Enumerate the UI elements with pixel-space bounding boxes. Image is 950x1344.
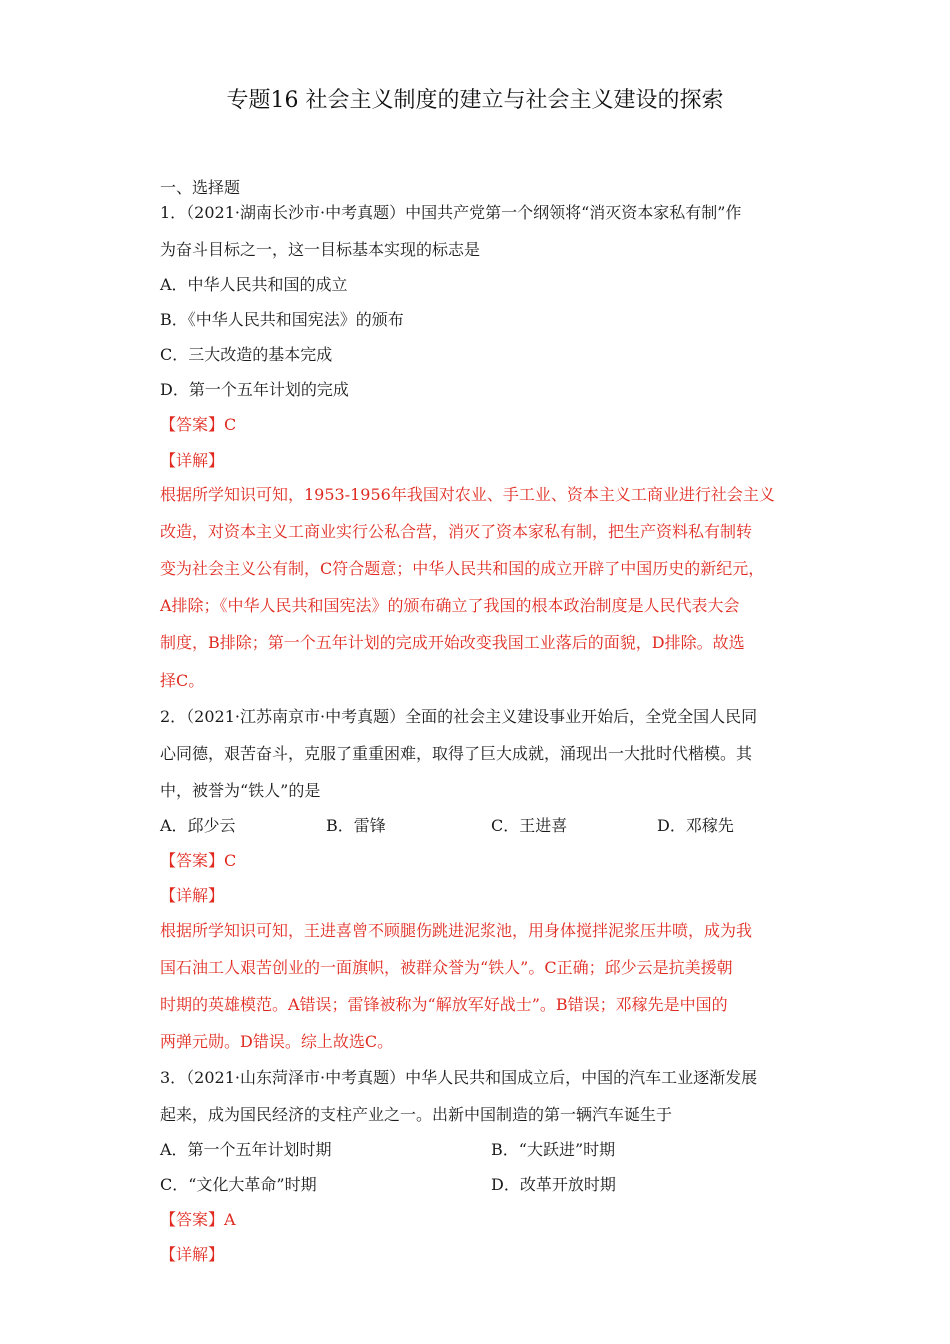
question-2-stem-line: 心同德，艰苦奋斗，克服了重重困难，取得了巨大成就，涌现出一大批时代楷模。其	[160, 744, 753, 763]
question-2-stem-line: 2．（2021·江苏南京市·中考真题）全面的社会主义建设事业开始后，全党全国人民同	[160, 707, 758, 726]
question-2-option-a: A．邱少云	[160, 816, 236, 835]
question-1-detail-line: 制度，B排除；第一个五年计划的完成开始改变我国工业落后的面貌，D排除。故选	[160, 633, 745, 652]
question-1-stem-line: 1．（2021·湖南长沙市·中考真题）中国共产党第一个纲领将“消灭资本家私有制”作	[160, 203, 742, 222]
question-3-detail-label: 【详解】	[160, 1245, 225, 1264]
question-1-detail-label: 【详解】	[160, 451, 225, 470]
question-2-answer: 【答案】C	[160, 851, 237, 870]
question-2-detail-line: 时期的英雄模范。A错误；雷锋被称为“解放军好战士”。B错误；邓稼先是中国的	[160, 995, 728, 1014]
question-3-stem-line: 起来，成为国民经济的支柱产业之一。出新中国制造的第一辆汽车诞生于	[160, 1105, 673, 1124]
question-2-detail-label: 【详解】	[160, 886, 225, 905]
question-1-detail-line: A排除；《中华人民共和国宪法》的颁布确立了我国的根本政治制度是人民代表大会	[160, 596, 740, 615]
question-2-option-c: C．王进喜	[491, 816, 568, 835]
question-1-stem-line: 为奋斗目标之一，这一目标基本实现的标志是	[160, 240, 481, 259]
question-2-detail-line: 根据所学知识可知，王进喜曾不顾腿伤跳进泥浆池，用身体搅拌泥浆压井喷，成为我	[160, 921, 753, 940]
question-1-detail-line: 改造，对资本主义工商业实行公私合营，消灭了资本家私有制，把生产资料私有制转	[160, 522, 753, 541]
question-1-detail-line: 择C。	[160, 671, 205, 690]
question-3-option-c: C．“文化大革命”时期	[160, 1175, 317, 1194]
question-1-detail-line: 变为社会主义公有制，C符合题意；中华人民共和国的成立开辟了中国历史的新纪元，	[160, 559, 765, 578]
question-2-detail-line: 国石油工人艰苦创业的一面旗帜，被群众誉为“铁人”。C正确；邱少云是抗美援朝	[160, 958, 733, 977]
question-3-option-b: B．“大跃进”时期	[491, 1140, 616, 1159]
question-3-option-a: A．第一个五年计划时期	[160, 1140, 332, 1159]
question-2-option-b: B．雷锋	[326, 816, 386, 835]
question-3-answer: 【答案】A	[160, 1210, 236, 1229]
question-3-option-d: D．改革开放时期	[491, 1175, 616, 1194]
question-1-option-a: A．中华人民共和国的成立	[160, 275, 348, 294]
question-2-detail-line: 两弹元勋。D错误。综上故选C。	[160, 1032, 394, 1051]
question-2-option-d: D．邓稼先	[657, 816, 734, 835]
section-heading: 一、选择题	[160, 178, 241, 197]
question-1-detail-line: 根据所学知识可知，1953-1956年我国对农业、手工业、资本主义工商业进行社会主义	[160, 485, 775, 504]
question-2-stem-line: 中，被誉为“铁人”的是	[160, 781, 321, 800]
question-1-answer: 【答案】C	[160, 415, 237, 434]
question-1-option-d: D．第一个五年计划的完成	[160, 380, 349, 399]
question-1-option-c: C．三大改造的基本完成	[160, 345, 333, 364]
question-1-option-b: B．《中华人民共和国宪法》的颁布	[160, 310, 404, 329]
question-3-stem-line: 3．（2021·山东菏泽市·中考真题）中华人民共和国成立后，中国的汽车工业逐渐发展	[160, 1068, 758, 1087]
page-title: 专题16 社会主义制度的建立与社会主义建设的探索	[226, 88, 724, 113]
